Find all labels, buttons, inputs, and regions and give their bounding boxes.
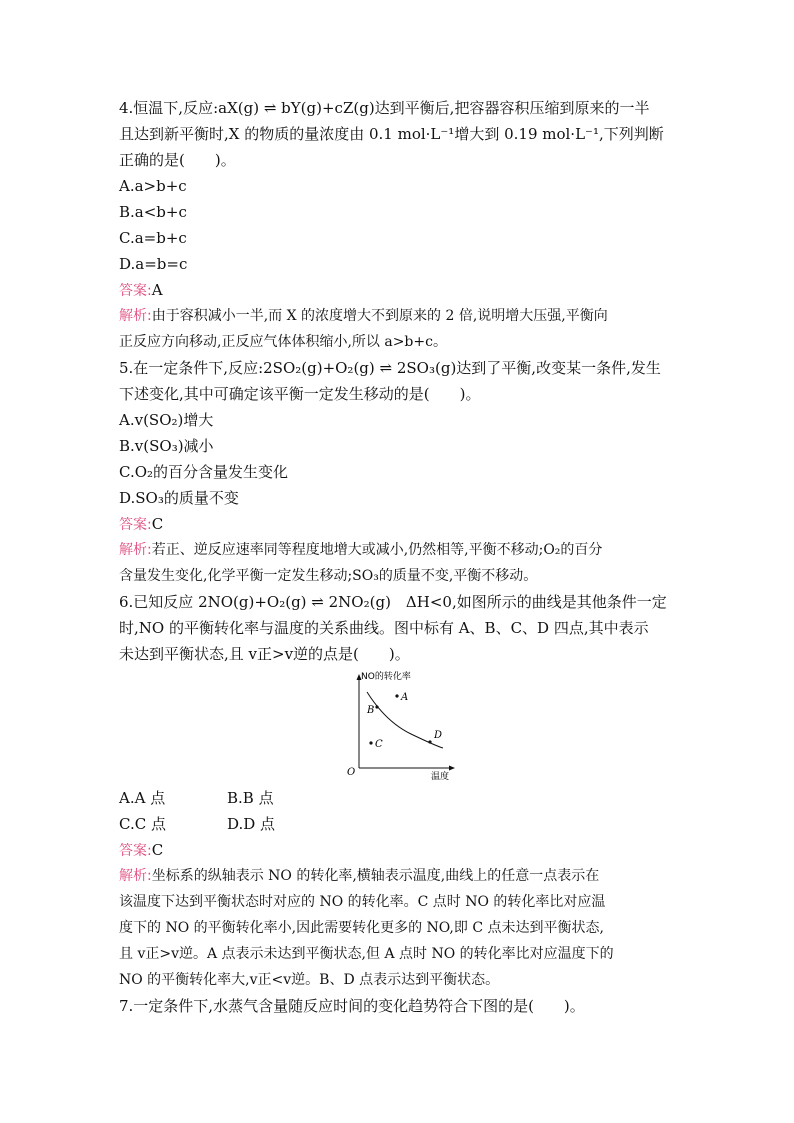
q5-explanation-line-2: 含量发生变化,化学平衡一定发生移动;SO₃的质量不变,平衡不移动。: [119, 568, 538, 584]
q6-options-row-1: [119, 788, 679, 808]
q6-option-b: B.B 点: [227, 789, 274, 807]
q6-explanation-line-3: 度下的 NO 的平衡转化率小,因此需要转化更多的 NO,即 C 点未达到平衡状态,: [119, 920, 604, 936]
q6-answer: [119, 840, 679, 860]
q7-stem-line-1: 7.一定条件下,水蒸气含量随反应时间的变化趋势符合下图的是( )。: [119, 997, 585, 1015]
q5-explanation-line-1: [119, 540, 679, 560]
q4-option-c: C.a=b+c: [119, 229, 187, 247]
q5-option-a: A.v(SO₂)增大: [119, 411, 214, 429]
diagram-svg: [341, 670, 461, 780]
q6-stem-line-2: 时,NO 的平衡转化率与温度的关系曲线。图中标有 A、B、C、D 四点,其中表示: [119, 619, 649, 637]
page-content: [119, 98, 679, 1022]
answer-label: 答案:: [119, 283, 152, 299]
point-a-label: A: [401, 692, 409, 703]
point-d-label: D: [434, 730, 443, 741]
q4-explanation-line-1: [119, 306, 679, 326]
q6-option-c: C.C 点: [119, 815, 166, 833]
q5-option-b: B.v(SO₃)减小: [119, 437, 214, 455]
q4-stem-line-1: 4.恒温下,反应:aX(g) ⇌ bY(g)+cZ(g)达到平衡后,把容器容积压缩到原来的一半: [119, 99, 650, 117]
answer-label: 答案:: [119, 843, 152, 859]
point-b-label: B: [367, 705, 375, 716]
q4-stem-line-3: 正确的是( )。: [119, 151, 236, 169]
q4-option-d: D.a=b=c: [119, 255, 188, 273]
y-axis-label: NO的转化率: [361, 672, 411, 682]
q6-stem-line-1: 6.已知反应 2NO(g)+O₂(g) ⇌ 2NO₂(g) ΔH<0,如图所示的曲线是其他条件一定: [119, 593, 667, 611]
explanation-label: 解析:: [119, 308, 152, 324]
q4-stem-line-2: 且达到新平衡时,X 的物质的量浓度由 0.1 mol·L⁻¹增大到 0.19 mol·L⁻¹,下列判断: [119, 125, 664, 143]
explanation-text: 若正、逆反应速率同等程度地增大或减小,仍然相等,平衡不移动;O₂的百分: [151, 542, 603, 558]
q5-option-c: C.O₂的百分含量发生变化: [119, 463, 289, 481]
answer-value: C: [151, 841, 164, 859]
q6-option-d: D.D 点: [227, 815, 276, 833]
explanation-text: 坐标系的纵轴表示 NO 的转化率,横轴表示温度,曲线上的任意一点表示在: [151, 868, 600, 884]
q5-answer: [119, 514, 679, 534]
q5-stem-line-2: 下述变化,其中可确定该平衡一定发生移动的是( )。: [119, 385, 481, 403]
explanation-label: 解析:: [119, 542, 152, 558]
x-axis-arrow: [449, 766, 455, 771]
q5-stem-line-1: 5.在一定条件下,反应:2SO₂(g)+O₂(g) ⇌ 2SO₃(g)达到了平衡,改变某一条件,发生: [119, 359, 661, 377]
q4-answer: [119, 280, 679, 300]
point-d-dot: [428, 740, 431, 743]
origin-label: O: [347, 767, 356, 778]
explanation-label: 解析:: [119, 868, 152, 884]
q6-options-row-2: [119, 814, 679, 834]
no-conversion-diagram: [341, 670, 461, 780]
explanation-text: 由于容积减小一半,而 X 的浓度增大不到原来的 2 倍,说明增大压强,平衡向: [151, 308, 608, 324]
q4-explanation-line-2: 正反应方向移动,正反应气体体积缩小,所以 a>b+c。: [119, 334, 447, 350]
point-c-dot: [369, 741, 372, 744]
q6-explanation-line-2: 该温度下达到平衡状态时对应的 NO 的转化率。C 点时 NO 的转化率比对应温: [119, 894, 606, 910]
point-b-dot: [375, 705, 378, 708]
answer-value: C: [151, 515, 164, 533]
point-c-label: C: [375, 739, 383, 750]
q6-explanation-line-4: 且 v正>v逆。A 点表示未达到平衡状态,但 A 点时 NO 的转化率比对应温度下的: [119, 946, 614, 962]
q6-stem-line-3: 未达到平衡状态,且 v正>v逆的点是( )。: [119, 645, 410, 663]
point-a-dot: [395, 694, 398, 697]
q6-explanation-line-5: NO 的平衡转化率大,v正<v逆。B、D 点表示达到平衡状态。: [119, 972, 500, 988]
q4-option-a: A.a>b+c: [119, 177, 187, 195]
q5-option-d: D.SO₃的质量不变: [119, 489, 239, 507]
q6-option-a: A.A 点: [119, 789, 166, 807]
q6-explanation-line-1: [119, 866, 679, 886]
q4-option-b: B.a<b+c: [119, 203, 187, 221]
x-axis-label: 温度: [431, 772, 450, 780]
answer-value: A: [151, 281, 163, 299]
answer-label: 答案:: [119, 517, 152, 533]
